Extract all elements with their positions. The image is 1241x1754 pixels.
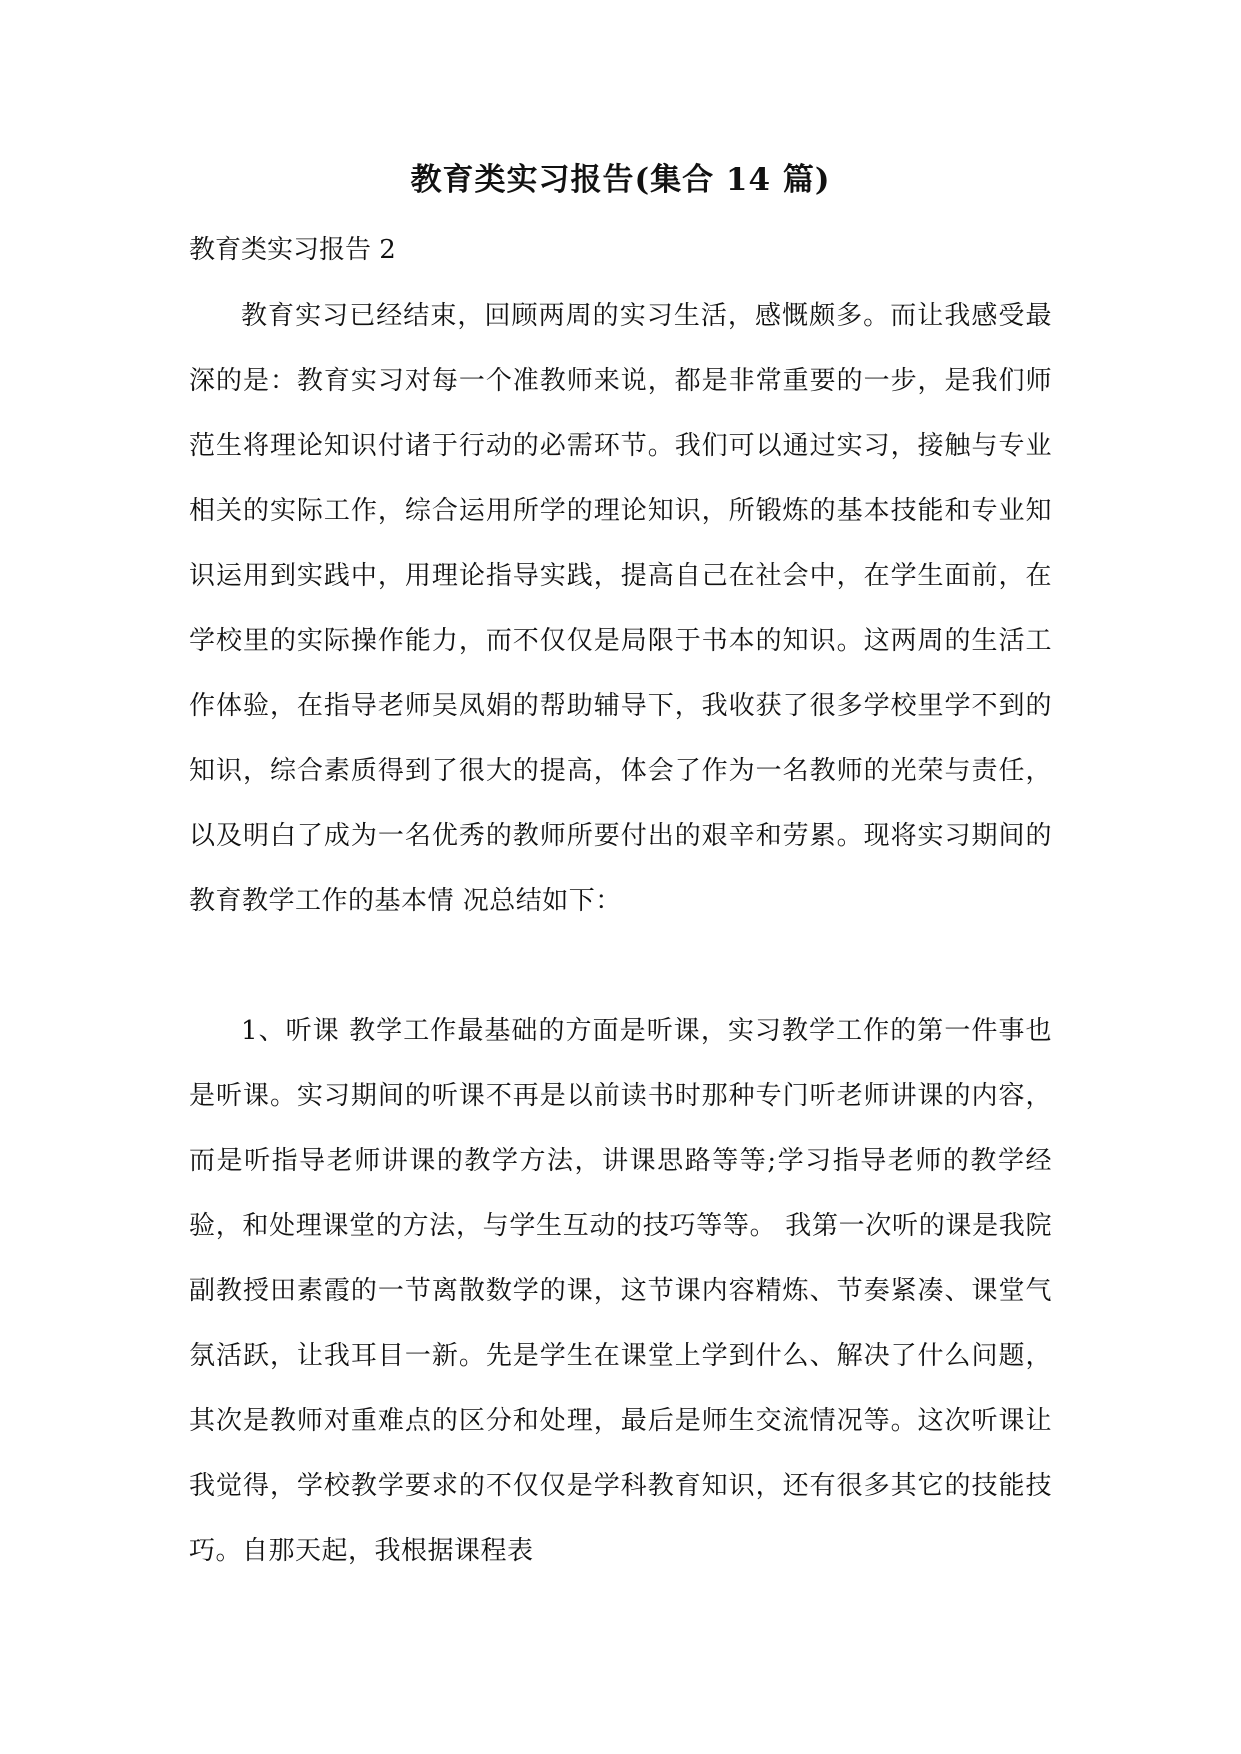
section-heading: 教育类实习报告 2 bbox=[189, 235, 396, 265]
paragraph: 1、听课 教学工作最基础的方面是听课，实习教学工作的第一件事也是听课。实习期间的听课不再是以前读书时那种专门听老师讲课的内容，而是听指导老师讲课的教学方法，讲课思路等等;学习指导老师的教学经验，和处理课堂的方法，与学生互动的技巧等等。 我第一次听的课是我院副教授田素霞的一节离散数学的课，这节课内容精炼、节奏紧凑、课堂气氛活跃，让我耳目一新。先是学生在课堂上学到什么、解决了什么问题，其次是教师对重难点的区分和处理，最后是师生交流情况等。这次听课让我觉得，学校教学要求的不仅仅是学科教育知识，还有很多其它的技能技巧。自那天起，我根据课程表 bbox=[189, 1016, 1052, 1566]
document-title: 教育类实习报告(集合 14 篇) bbox=[410, 162, 831, 198]
paragraph: 教育实习已经结束，回顾两周的实习生活，感慨颇多。而让我感受最深的是：教育实习对每一个准教师来说，都是非常重要的一步，是我们师范生将理论知识付诸于行动的必需环节。我们可以通过实习，接触与专业相关的实际工作，综合运用所学的理论知识，所锻炼的基本技能和专业知识运用到实践中，用理论指导实践，提高自己在社会中，在学生面前，在学校里的实际操作能力，而不仅仅是局限于书本的知识。这两周的生活工作体验，在指导老师吴凤娟的帮助辅导下，我收获了很多学校里学不到的知识，综合素质得到了很大的提高，体会了作为一名教师的光荣与责任，以及明白了成为一名优秀的教师所要付出的艰辛和劳累。现将实习期间的教育教学工作的基本情 况总结如下： bbox=[189, 301, 1052, 916]
